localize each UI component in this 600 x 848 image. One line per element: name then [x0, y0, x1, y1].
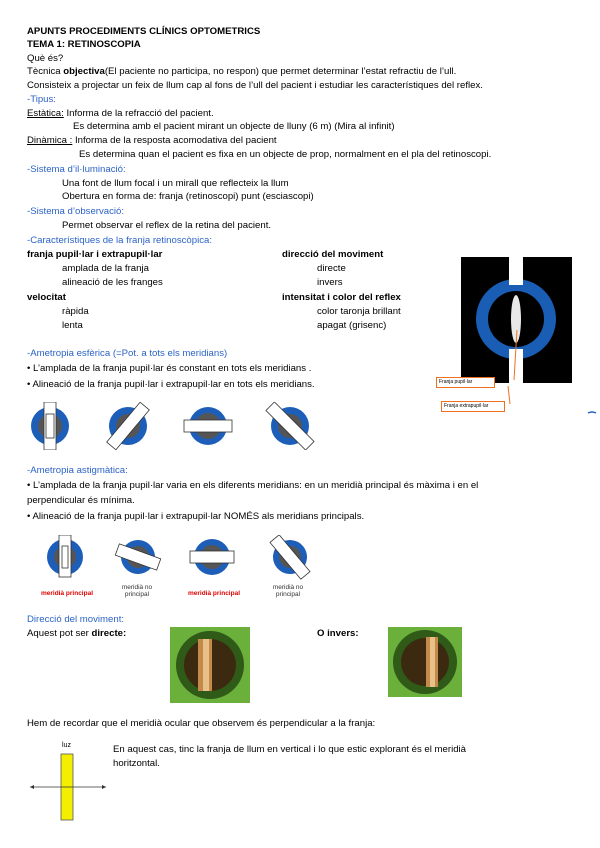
esferica-diagram-horizontal [184, 407, 232, 445]
illuminacio-line-2: Obertura en forma de: franja (retinoscopi) punt (esciascopi) [62, 191, 314, 202]
photo-extrapupillary-band-top [509, 257, 523, 285]
direccio-line-bold: directe: [91, 628, 127, 639]
velocitat-item-1: ràpida [62, 306, 89, 317]
blue-mark [588, 412, 596, 413]
astig-diagram-4 [262, 535, 319, 585]
direccio-head: direcció del moviment [282, 249, 384, 260]
document-subtitle: TEMA 1: RETINOSCOPIA [27, 39, 141, 50]
observacio-heading: -Sistema d’observació: [27, 206, 125, 217]
astigmatica-heading: -Ametropia astigmàtica: [27, 465, 128, 476]
astig-diagram-2 [112, 535, 165, 580]
astigmatica-bullet-1a: • L’amplada de la franja pupil·lar varia en els diferents meridians: en un meridià principal és màxima i en el [27, 480, 479, 491]
direccio-item-2: invers [317, 277, 343, 288]
esferica-heading: -Ametropia esfèrica (=Pot. a tots els meridians) [27, 348, 228, 359]
illuminacio-heading: -Sistema d’il·luminació: [27, 164, 126, 175]
franja-item-1: amplada de la franja [62, 263, 149, 274]
astig-diagram-3 [190, 539, 234, 575]
cap-principal-1: meridià principal [40, 590, 94, 597]
dinamica-detail: Es determina quan el pacient es fixa en un objecte de prop, normalment en el pla del retinoscopi. [79, 149, 492, 160]
observacio-line-1: Permet observar el reflex de la retina del pacient. [62, 220, 272, 231]
label-franja-pupilar: Franja pupil·lar [436, 377, 495, 388]
caracteristiques-heading: -Característiques de la franja retinoscòpica: [27, 235, 213, 246]
esferica-bullet-2: • Alineació de la franja pupil·lar i extrapupil·lar en tots els meridians. [27, 379, 315, 390]
esferica-diagram-oblique [97, 402, 160, 450]
cap-no-principal-2b: principal [275, 591, 301, 599]
direccio-line [27, 628, 126, 639]
tipus-heading: -Tipus: [27, 94, 56, 105]
esferica-bullet-1: • L’amplada de la franja pupil·lar és constant en tots els meridians . [27, 363, 312, 374]
intro-line-1-post: (El paciente no participa, no respon) que permet determinar l’estat refractiu de l’ull. [104, 66, 457, 77]
dinamica-line [27, 135, 277, 146]
intro-question: Què és? [27, 53, 64, 64]
meridia-line: Hem de recordar que el meridià ocular que observem és perpendicular a la franja: [27, 718, 376, 729]
intro-line-1 [27, 66, 456, 77]
intro-line-1-pre: Tècnica [27, 66, 64, 77]
label-line-pupilar [514, 330, 517, 380]
dinamica-text: Informa de la resposta acomodativa del pacient [72, 135, 277, 146]
meridia-explanation-2: horitzontal. [113, 758, 160, 769]
cap-no-principal-1 [112, 584, 162, 598]
label-line-extrapupilar [508, 386, 510, 404]
cap-principal-2: meridià principal [187, 590, 241, 597]
inverse-motion-image [388, 627, 462, 697]
franja-head: franja pupil·lar i extrapupil·lar [27, 249, 163, 260]
astigmatica-bullet-2: • Alineació de la franja pupil·lar i extrapupil·lar NOMÉS als meridians principals. [27, 511, 365, 522]
intensitat-item-1: color taronja brillant [317, 306, 401, 317]
intensitat-item-2: apagat (grisenc) [317, 320, 387, 331]
intro-line-1-bold: objectiva [63, 66, 105, 77]
estatica-text: Informa de la refracció del pacient. [63, 108, 214, 119]
meridian-diagram [28, 752, 108, 822]
intro-line-2: Consisteix a projectar un feix de llum cap al fons de l’ull del pacient i estudiar les característiques del reflex. [27, 80, 483, 91]
direccio-line-pre: Aquest pot ser [27, 628, 92, 639]
arrow-left [30, 785, 34, 789]
luz-label: luz [62, 742, 71, 749]
direccio-heading: Direcció del moviment: [27, 614, 125, 625]
cap-no-principal-2 [263, 584, 313, 598]
direccio-item-1: directe [317, 263, 346, 274]
intensitat-head: intensitat i color del reflex [282, 292, 401, 303]
velocitat-item-2: lenta [62, 320, 83, 331]
direct-motion-image [170, 627, 250, 703]
dinamica-label: Dinàmica : [27, 135, 73, 146]
arrow-right [102, 785, 106, 789]
estatica-label: Estàtica: [27, 108, 64, 119]
esferica-diagram-vertical [31, 402, 69, 450]
illuminacio-line-1: Una font de llum focal i un mirall que reflecteix la llum [62, 178, 289, 189]
meridia-explanation-1: En aquest cas, tinc la franja de llum en vertical i lo que estic explorant és el meridià [113, 744, 467, 755]
cap-no-principal-2a: meridià no [272, 584, 304, 591]
velocitat-head: velocitat [27, 292, 66, 303]
estatica-line [27, 108, 214, 119]
esferica-diagrams [28, 402, 348, 450]
document-title: APUNTS PROCEDIMENTS CLÍNICS OPTOMETRICS [27, 26, 261, 37]
cap-no-principal-1b: principal [124, 591, 150, 599]
franja-item-2: alineació de les franges [62, 277, 163, 288]
cap-no-principal-1a: meridià no [121, 584, 153, 591]
estatica-detail: Es determina amb el pacient mirant un objecte de lluny (6 m) (Mira al infinit) [73, 121, 395, 132]
esferica-diagram-oblique-2 [257, 402, 323, 450]
label-franja-extrapupilar: Franja extrapupil·lar [441, 401, 505, 412]
astigmatica-bullet-1b: perpendicular és mínima. [27, 495, 135, 506]
invers-label: O invers: [317, 628, 359, 639]
astig-diagram-1 [47, 535, 83, 577]
astigmatica-diagrams [40, 535, 330, 585]
